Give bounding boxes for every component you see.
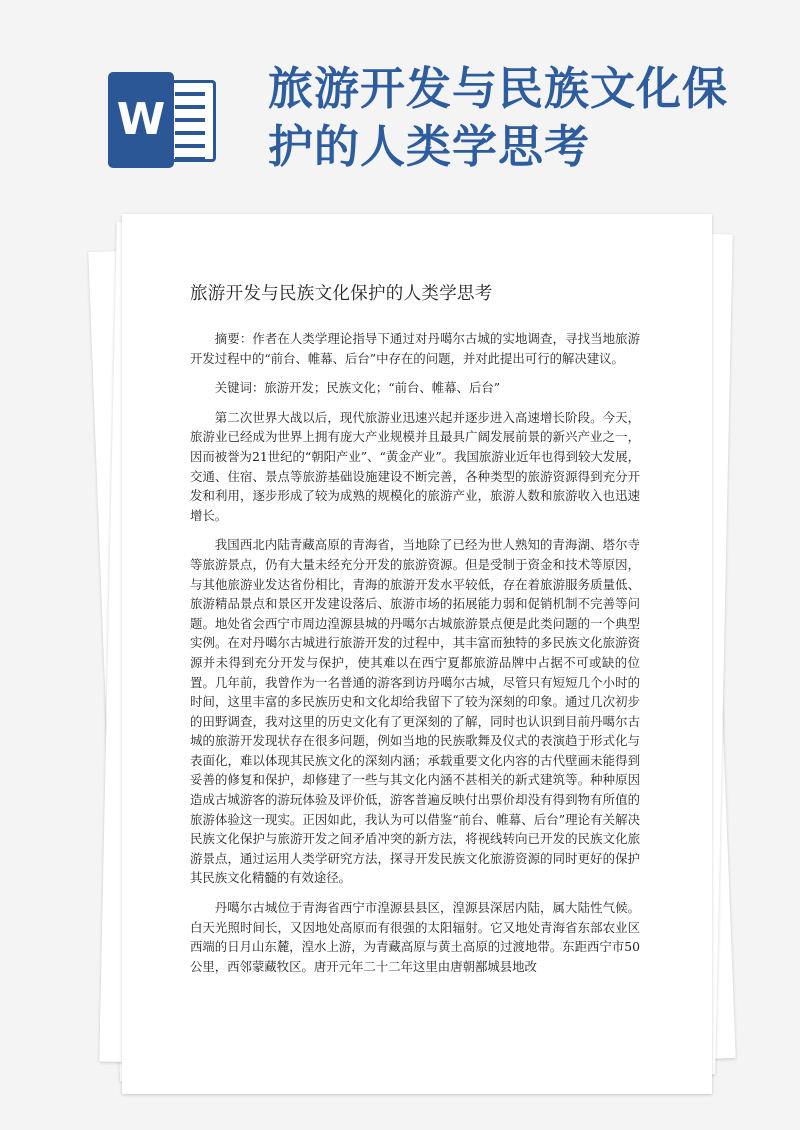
- body-paragraph: 丹噶尔古城位于青海省西宁市湟源县县区，湟源县深居内陆，属大陆性气候。白天光照时间长，又因地处高原而有很强的太阳辐射。它又地处青海省东部农业区西端的日月山东麓，湟水上游，为青藏高原与黄土高原的过渡地带。东距西宁市50公里，西邻蒙藏牧区。唐开元年二十二年这里由唐朝鄯城县地改: [190, 900, 640, 974]
- word-document-icon: [108, 66, 224, 174]
- article-title: 旅游开发与民族文化保护的人类学思考: [190, 284, 493, 304]
- document-content: [190, 280, 640, 986]
- body-paragraph: 我国西北内陆青藏高原的青海省，当地除了已经为世人熟知的青海湖、塔尔寺等旅游景点，仍有大量未经充分开发的旅游资源。但是受制于资金和技术等原因，与其他旅游业发达省份相比，青海的旅游开发水平较低，存在着旅游服务质量低、旅游精品景点和景区开发建设落后、旅游市场的拓展能力弱和促销机制不完善等问题。地处省会西宁市周边湟源县城的丹噶尔古城旅游景点便是此类问题的一个典型实例。在对丹噶尔古城进行旅游开发的过程中，其丰富而独特的多民族文化旅游资源并未得到充分开发与保护，使其难以在西宁夏都旅游品牌中占据不可或缺的位置。几年前，我曾作为一名普通的游客到访丹噶尔古城，尽管只有短短几个小时的时间，这里丰富的多民族历史和文化却给我留下了较为深刻的印象。通过几次初步的田野调查，我对这里的历史文化有了更深刻的了解，同时也认识到目前丹噶尔古城的旅游开发现状存在很多问题，例如当地的民族歌舞及仪式的表演趋于形式化与表面化，难以体现其民族文化的深刻内涵；承载重要文化内容的古代壁画未能得到妥善的修复和保护，却修建了一些与其文化内涵不甚相关的新式建筑等。种种原因造成古城游客的游玩体验及评价低，游客普遍反映付出票价却没有得到物有所值的旅游体验这一现实。正因如此，我认为可以借鉴“前台、帷幕、后台”理论有关解决民族文化保护与旅游开发之间矛盾冲突的新方法，将视线转向已开发的民族文化旅游景点，通过运用人类学研究方法，探寻开发民族文化旅游资源的同时更好的保护其民族文化精髓的有效途径。: [190, 537, 640, 886]
- body-paragraph: 第二次世界大战以后，现代旅游业迅速兴起并逐步进入高速增长阶段。今天，旅游业已经成为世界上拥有庞大产业规模并且最具广阔发展前景的新兴产业之一，因而被誉为21世纪的“朝阳产业”、“黄金产业”。我国旅游业近年也得到较大发展，交通、住宿、景点等旅游基础设施建设不断完善，各种类型的旅游资源得到充分开发和利用，逐步形成了较为成熟的规模化的旅游产业，旅游人数和旅游收入也迅速增长。: [190, 409, 640, 523]
- banner-title: 旅游开发与民族文化保护的人类学思考: [268, 62, 729, 173]
- abstract: 摘要：作者在人类学理论指导下通过对丹噶尔古城的实地调查，寻找当地旅游开发过程中的“前台、帷幕、后台”中存在的问题，并对此提出可行的解决建议。: [190, 331, 640, 366]
- header-banner: [0, 0, 800, 200]
- keywords: 关键词：旅游开发；民族文化；“前台、帷幕、后台”: [214, 380, 501, 396]
- word-letter-badge: W: [108, 72, 174, 168]
